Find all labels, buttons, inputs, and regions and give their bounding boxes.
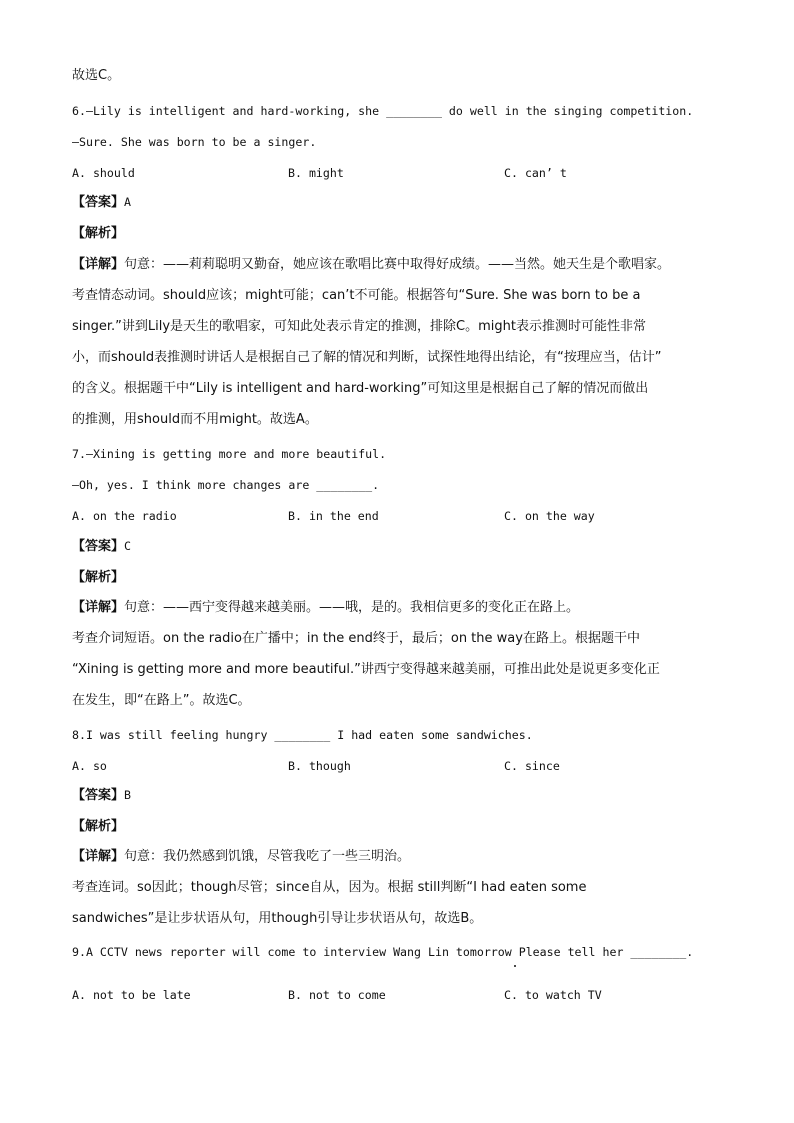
answer-tag: 【答案】 bbox=[72, 195, 125, 210]
q6-option-a: A. should bbox=[72, 166, 135, 180]
q7-detail-line-4: 在发生，即“在路上”。故选C。 bbox=[72, 693, 251, 708]
q9-option-c: C. to watch TV bbox=[504, 988, 602, 1002]
detail-tag: 【详解】 bbox=[72, 257, 125, 272]
q6-detail-line-5: 的含义。根据题干中“Lily is intelligent and hard-working”可知这里是根据自己了解的情况而做出 bbox=[72, 381, 649, 396]
prev-conclusion: 故选C。 bbox=[72, 68, 121, 83]
answer-value: B bbox=[124, 788, 131, 802]
answer-value: A bbox=[124, 195, 131, 209]
q7-reply: —Oh, yes. I think more changes are ________. bbox=[72, 478, 380, 492]
q8-stem: 8.I was still feeling hungry ________ I had eaten some sandwiches. bbox=[72, 728, 533, 742]
q7-detail-line-3: “Xining is getting more and more beautiful.”讲西宁变得越来越美丽，可推出此处是说更多变化正 bbox=[72, 662, 660, 677]
q6-detail-line-4: 小，而should表推测时讲话人是根据自己了解的情况和判断，试探性地得出结论，有“按理应当，估计” bbox=[72, 350, 662, 365]
analysis-tag: 【解析】 bbox=[72, 226, 125, 241]
q8-answer bbox=[72, 787, 727, 804]
q6-reply: —Sure. She was born to be a singer. bbox=[72, 135, 317, 149]
q6-option-c: C. can’ t bbox=[504, 166, 567, 180]
q7-option-c: C. on the way bbox=[504, 509, 595, 523]
q7-detail-line-1: 【详解】句意：——西宁变得越来越美丽。——哦，是的。我相信更多的变化正在路上。 bbox=[72, 600, 580, 615]
q6-analysis bbox=[72, 225, 727, 242]
q7-option-b: B. in the end bbox=[288, 509, 379, 523]
answer-tag: 【答案】 bbox=[72, 539, 125, 554]
answer-value: C bbox=[124, 539, 131, 553]
q8-option-a: A. so bbox=[72, 759, 107, 773]
q6-option-b: B. might bbox=[288, 166, 344, 180]
q6-detail-line-1: 【详解】句意：——莉莉聪明又勤奋，她应该在歌唱比赛中取得好成绩。——当然。她天生是个歌唱家。 bbox=[72, 257, 671, 272]
q8-detail-line-2: 考查连词。so因此；though尽管；since自从，因为。根据 still判断“I had eaten some bbox=[72, 880, 587, 895]
q7-answer bbox=[72, 538, 727, 555]
detail-tag: 【详解】 bbox=[72, 849, 125, 864]
analysis-tag: 【解析】 bbox=[72, 570, 125, 585]
q7-stem: 7.—Xining is getting more and more beautiful. bbox=[72, 447, 387, 461]
q9-option-b: B. not to come bbox=[288, 988, 386, 1002]
q9-option-a: A. not to be late bbox=[72, 988, 191, 1002]
q6-detail-line-2: 考查情态动词。should应该；might可能；can’t不可能。根据答句“Sure. She was born to be a bbox=[72, 288, 641, 303]
q7-detail-line-2: 考查介词短语。on the radio在广播中；in the end终于，最后；on the way在路上。根据题干中 bbox=[72, 631, 640, 646]
q8-analysis bbox=[72, 818, 727, 835]
q6-detail-line-6: 的推测，用should而不用might。故选A。 bbox=[72, 412, 318, 427]
emphasis-dot bbox=[514, 965, 516, 967]
q6-answer bbox=[72, 194, 727, 211]
q7-analysis bbox=[72, 569, 727, 586]
q7-option-a: A. on the radio bbox=[72, 509, 177, 523]
q9-stem: 9.A CCTV news reporter will come to interview Wang Lin tomorrow Please tell her ________. bbox=[72, 945, 694, 959]
q8-option-c: C. since bbox=[504, 759, 560, 773]
q6-stem: 6.—Lily is intelligent and hard-working, she ________ do well in the singing competition. bbox=[72, 104, 694, 118]
q6-detail-line-3: singer.”讲到Lily是天生的歌唱家，可知此处表示肯定的推测，排除C。might表示推测时可能性非常 bbox=[72, 319, 646, 334]
detail-tag: 【详解】 bbox=[72, 600, 125, 615]
q8-option-b: B. though bbox=[288, 759, 351, 773]
analysis-tag: 【解析】 bbox=[72, 819, 125, 834]
q8-detail-line-1: 【详解】句意：我仍然感到饥饿，尽管我吃了一些三明治。 bbox=[72, 849, 411, 864]
answer-tag: 【答案】 bbox=[72, 788, 125, 803]
q8-detail-line-3: sandwiches”是让步状语从句，用though引导让步状语从句，故选B。 bbox=[72, 911, 483, 926]
